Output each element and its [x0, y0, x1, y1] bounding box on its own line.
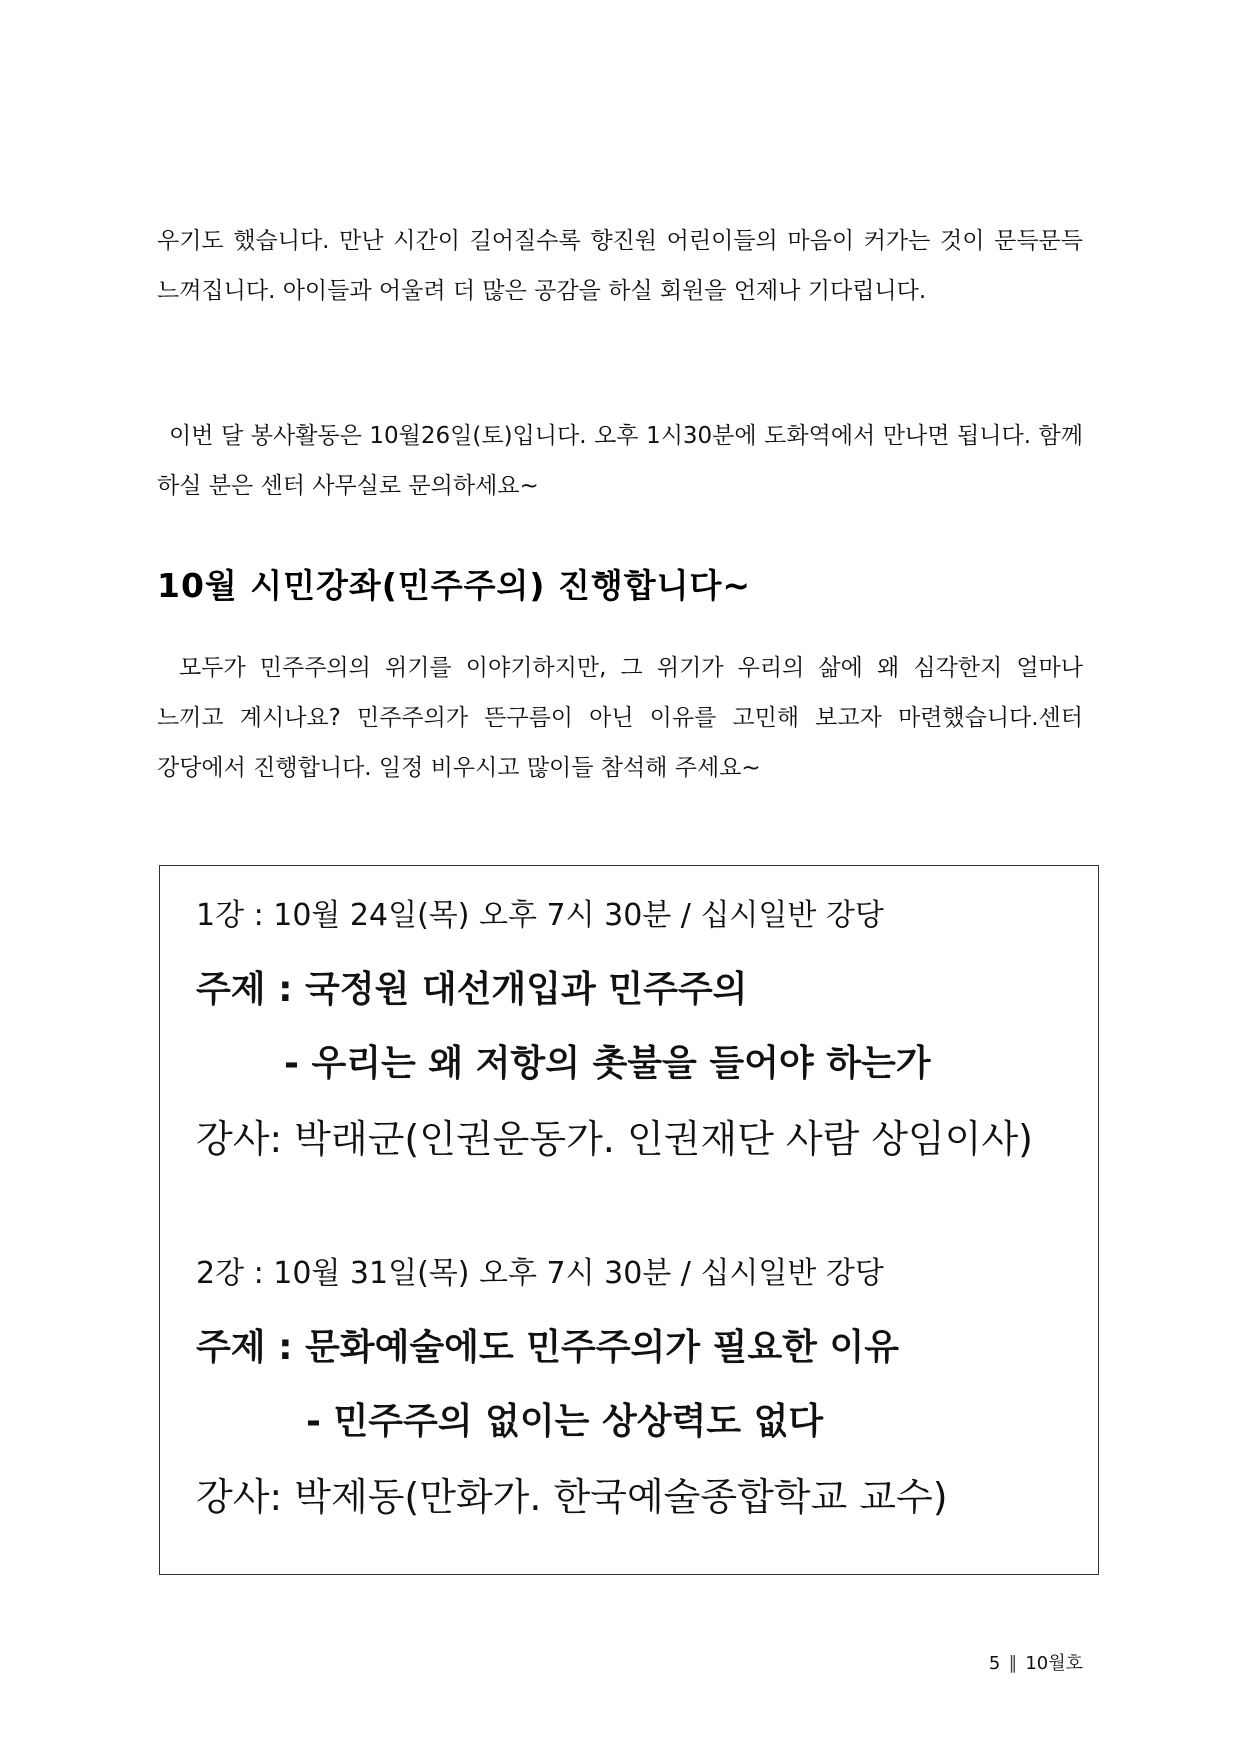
lecture-1-speaker: 강사: 박래군(인권운동가. 인권재단 사람 상임이사) — [196, 1117, 1034, 1161]
lecture-1-subtitle: - 우리는 왜 저항의 촛불을 들어야 하는가 — [284, 1043, 931, 1084]
lecture-2-speaker: 강사: 박제동(만화가. 한국예술종합학교 교수) — [196, 1475, 948, 1519]
lecture-2 — [196, 1254, 1076, 1520]
lecture-1 — [196, 896, 1076, 1162]
section-heading-civic-lecture: 10월 시민강좌(민주주의) 진행합니다~ — [157, 566, 752, 605]
issue-label: 10월호 — [1025, 1653, 1083, 1674]
lecture-2-datetime: 2강 : 10월 31일(목) 오후 7시 30분 / 십시일반 강당 — [196, 1256, 884, 1291]
lecture-2-subtitle: - 민주주의 없이는 상상력도 없다 — [306, 1401, 824, 1442]
paragraph-lecture-intro: 모두가 민주주의의 위기를 이야기하지만, 그 위기가 우리의 삶에 왜 심각한지 얼마나 느끼고 계시나요? 민주주의가 뜬구름이 아닌 이유를 고민해 보고자 마련했습니다.센터 강당에서 진행합니다. 일정 비우시고 많이들 참석해 주세요~ — [157, 655, 1083, 781]
paragraph-volunteer-closing: 우기도 했습니다. 만난 시간이 길어질수록 향진원 어린이들의 마음이 커가는 것이 문득문득 느껴집니다. 아이들과 어울려 더 많은 공감을 하실 회원을 언제나 기다립니다. — [157, 228, 1083, 304]
paragraph-volunteer-schedule: 이번 달 봉사활동은 10월26일(토)입니다. 오후 1시30분에 도화역에서 만나면 됩니다. 함께 하실 분은 센터 사무실로 문의하세요~ — [157, 423, 1083, 499]
lecture-1-datetime: 1강 : 10월 24일(목) 오후 7시 30분 / 십시일반 강당 — [196, 898, 884, 933]
page-footer — [989, 1652, 1083, 1676]
page-number: 5 — [988, 1653, 1001, 1674]
lecture-2-topic: 주제 : 문화예술에도 민주주의가 필요한 이유 — [196, 1327, 900, 1368]
lecture-1-topic: 주제 : 국정원 대선개입과 민주주의 — [196, 969, 748, 1010]
footer-separator: ∥ — [1008, 1653, 1018, 1674]
lecture-schedule-box — [159, 865, 1099, 1575]
